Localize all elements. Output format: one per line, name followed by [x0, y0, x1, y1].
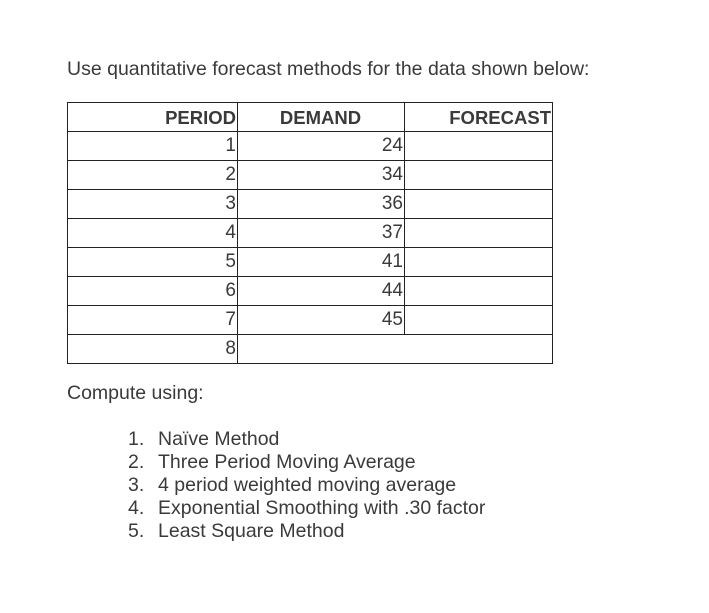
demand-cell: 36 [238, 190, 405, 219]
period-cell: 8 [68, 335, 238, 364]
table-row [68, 335, 553, 364]
period-cell: 7 [68, 306, 238, 335]
list-item [128, 497, 485, 520]
methods-list [128, 428, 485, 543]
forecast-cell [405, 219, 553, 248]
table-row [68, 219, 553, 248]
period-cell: 6 [68, 277, 238, 306]
list-number: 4. [128, 497, 145, 519]
period-cell: 3 [68, 190, 238, 219]
header-period: PERIOD [68, 103, 238, 132]
forecast-table [67, 102, 553, 364]
method-label: Naïve Method [158, 428, 280, 450]
intro-text: Use quantitative forecast methods for the data shown below: [67, 58, 590, 80]
list-number: 1. [128, 428, 145, 450]
table-row [68, 132, 553, 161]
table-row [68, 161, 553, 190]
period-cell: 5 [68, 248, 238, 277]
method-label: Least Square Method [158, 520, 345, 542]
demand-cell: 24 [238, 132, 405, 161]
method-label: Three Period Moving Average [158, 451, 416, 473]
period-cell: 2 [68, 161, 238, 190]
demand-cell: 44 [238, 277, 405, 306]
list-number: 5. [128, 520, 145, 542]
list-item [128, 474, 485, 497]
method-label: 4 period weighted moving average [158, 474, 457, 496]
forecast-cell [405, 277, 553, 306]
table-row [68, 248, 553, 277]
forecast-cell [405, 161, 553, 190]
list-item [128, 520, 485, 543]
list-item [128, 451, 485, 474]
list-number: 2. [128, 451, 145, 473]
table-header-row [68, 103, 553, 132]
table-row [68, 190, 553, 219]
list-number: 3. [128, 474, 145, 496]
list-item [128, 428, 485, 451]
header-demand: DEMAND [238, 103, 405, 132]
header-forecast: FORECAST [405, 103, 553, 132]
period-cell: 1 [68, 132, 238, 161]
table-row [68, 277, 553, 306]
demand-cell: 41 [238, 248, 405, 277]
demand-cell: 34 [238, 161, 405, 190]
table-row [68, 306, 553, 335]
forecast-cell [405, 132, 553, 161]
period-cell: 4 [68, 219, 238, 248]
demand-cell: 45 [238, 306, 405, 335]
demand-cell: 37 [238, 219, 405, 248]
forecast-cell [405, 306, 553, 335]
method-label: Exponential Smoothing with .30 factor [158, 497, 486, 519]
demand-forecast-merged-cell [238, 335, 553, 364]
forecast-cell [405, 190, 553, 219]
forecast-cell [405, 248, 553, 277]
compute-label: Compute using: [67, 382, 204, 404]
